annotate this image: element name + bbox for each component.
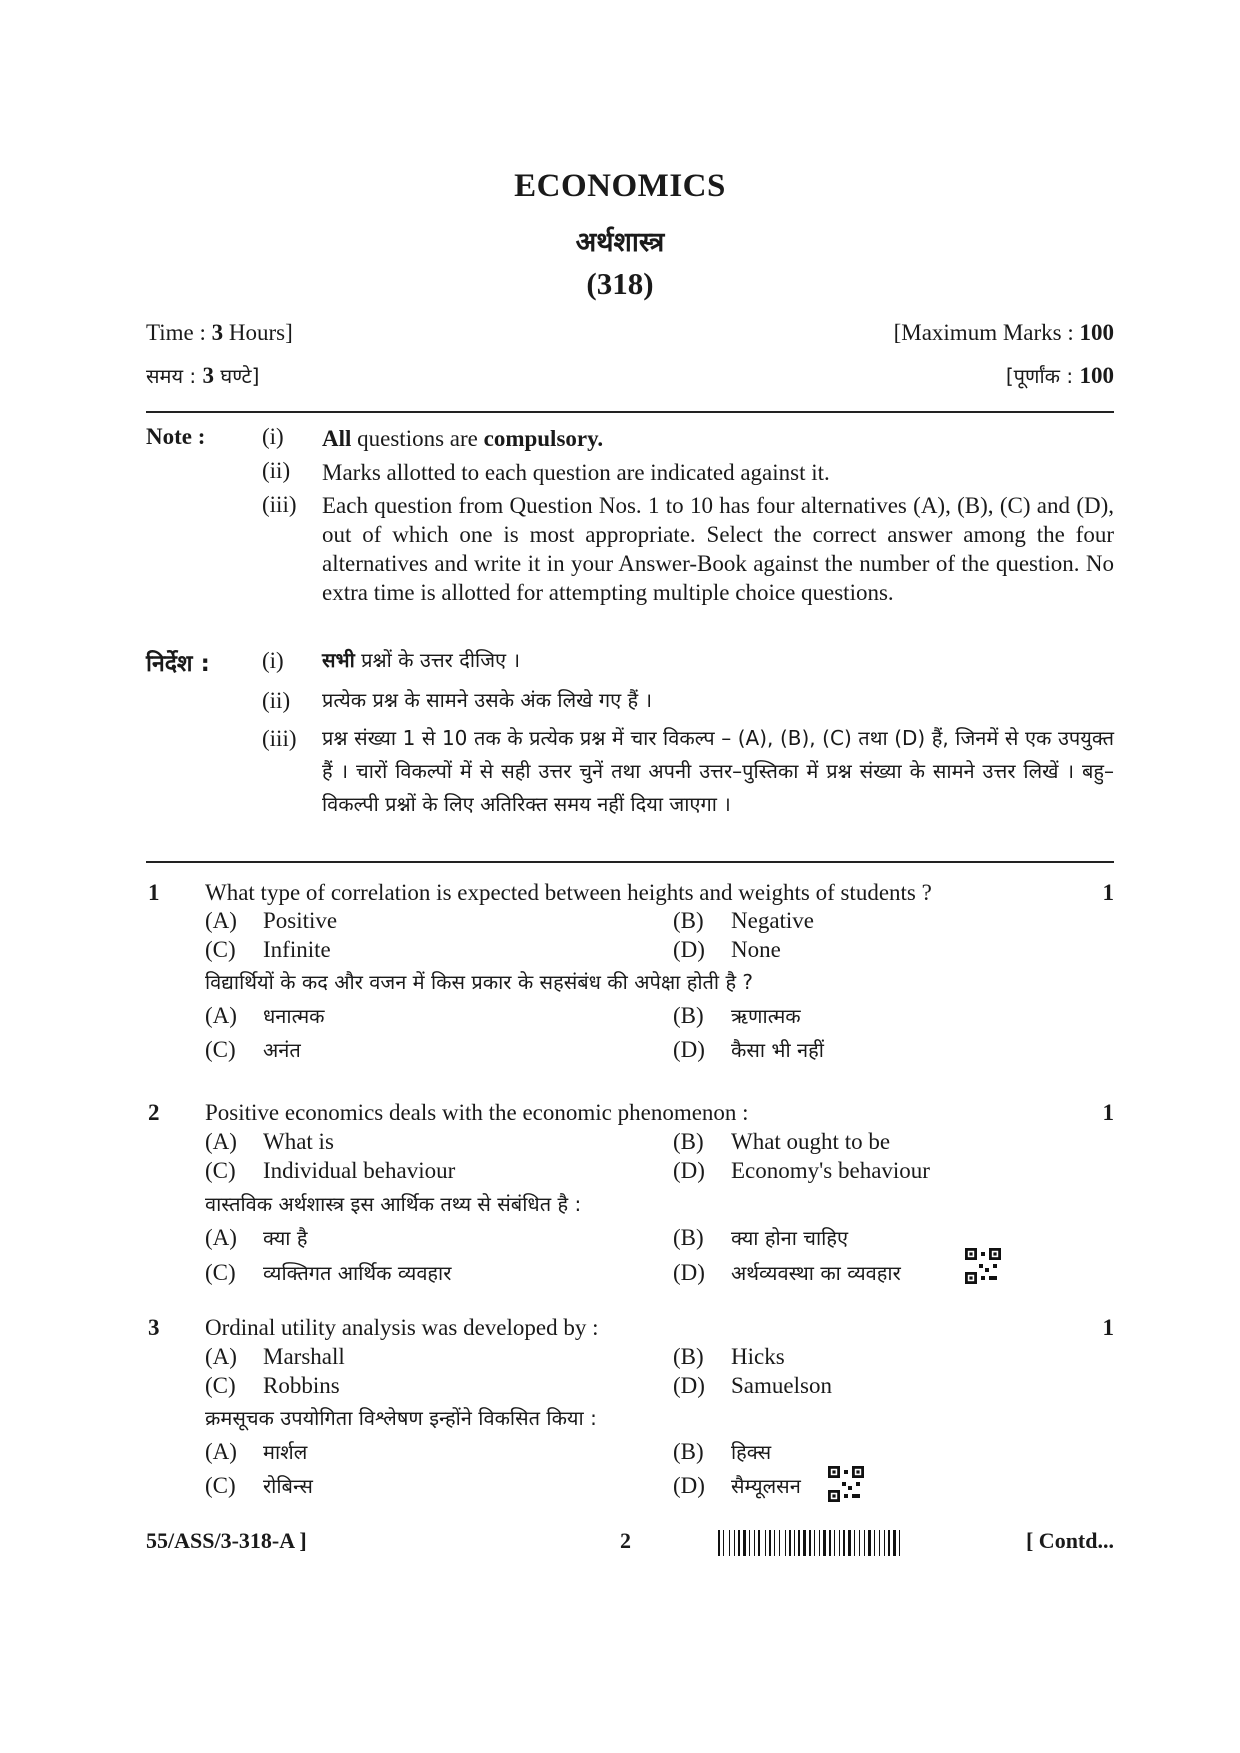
note-text: questions are — [351, 426, 484, 451]
option-text: Individual behaviour — [263, 1158, 456, 1183]
option-text: Marshall — [263, 1344, 345, 1369]
question-text-en: Positive economics deals with the economic phenomenon : — [205, 1100, 749, 1125]
option-text: Positive — [263, 908, 338, 933]
option-en — [205, 937, 331, 963]
option-hi — [205, 1472, 313, 1499]
footer-paper-code: 55/ASS/3-318-A ] — [146, 1528, 307, 1553]
barcode-bar — [741, 1530, 742, 1556]
option-letter: (C) — [205, 1373, 236, 1398]
option-text: धनात्मक — [263, 1004, 325, 1028]
barcode-bar — [729, 1530, 730, 1556]
option-text: Robbins — [263, 1373, 340, 1398]
time-hi-unit: घण्टे] — [214, 364, 260, 388]
option-letter: (C) — [205, 1260, 236, 1285]
barcode-bar — [897, 1530, 898, 1556]
question-number: 1 — [148, 880, 160, 905]
barcode-bar — [846, 1530, 847, 1556]
option-hi — [205, 1036, 301, 1063]
option-hi — [673, 1002, 801, 1029]
barcode-bar — [801, 1530, 802, 1556]
continued-label: [ Contd... — [1025, 1528, 1114, 1553]
option-letter: (C) — [205, 1473, 236, 1498]
barcode-bar — [856, 1530, 858, 1556]
note-num: (ii) — [262, 688, 291, 713]
option-letter: (D) — [673, 937, 705, 962]
option-text: रोबिन्स — [263, 1474, 313, 1498]
option-en — [673, 1129, 890, 1155]
note-num: (i) — [262, 648, 284, 673]
option-text: Infinite — [263, 937, 331, 962]
option-en — [205, 1373, 340, 1399]
barcode-bar — [836, 1530, 838, 1556]
option-letter: (A) — [205, 1225, 237, 1250]
barcode-bar — [776, 1530, 778, 1556]
note-hindi-item-3: प्रश्न संख्या 1 से 10 तक के प्रत्येक प्रश्न में चार विकल्प – (A), (B), (C) तथा (D) हैं, जिनमें से एक उपयुक्त हैं । चारों विकल्पों में से सही उत्तर चुनें तथा अपनी उत्तर–पुस्तिका में प्रश्न संख्या के सामने उत्तर लिखें । बहु–विकल्पी प्रश्नों के लिए अतिरिक्त समय नहीं दिया जाएगा । — [322, 726, 1114, 816]
option-letter: (D) — [673, 1158, 705, 1183]
barcode-bar — [839, 1530, 840, 1556]
option-hi — [205, 1438, 307, 1465]
barcode-bar — [821, 1530, 822, 1556]
max-marks-hi-label: [पूर्णांक : — [1005, 364, 1080, 388]
option-text: Negative — [731, 908, 815, 933]
barcode-bar — [841, 1530, 842, 1556]
option-hi — [673, 1438, 771, 1465]
option-letter: (A) — [205, 1439, 237, 1464]
time-en-label: Time : — [146, 320, 212, 345]
barcode-bar — [848, 1530, 851, 1556]
barcode-bar — [798, 1530, 800, 1556]
barcode-bar — [734, 1530, 735, 1556]
question-text-en: Ordinal utility analysis was developed by : — [205, 1315, 599, 1340]
barcode-bar — [812, 1530, 813, 1556]
option-text: ऋणात्मक — [731, 1004, 801, 1028]
barcode-bar — [899, 1530, 900, 1556]
barcode-bar — [886, 1530, 887, 1556]
paper-title-hindi: अर्थशास्त्र — [575, 227, 665, 258]
barcode-bar — [823, 1530, 826, 1556]
barcode-bar — [893, 1530, 896, 1556]
paper-title: ECONOMICS — [514, 168, 726, 204]
max-marks-hi-value: 100 — [1079, 363, 1114, 388]
option-en — [673, 1158, 930, 1184]
option-letter: (B) — [673, 1439, 704, 1464]
qr-code-icon — [965, 1248, 1001, 1284]
note-num: (iii) — [262, 492, 297, 517]
option-text: हिक्स — [731, 1440, 772, 1464]
option-letter: (A) — [205, 1129, 237, 1154]
barcode-bar — [794, 1530, 795, 1556]
barcode-bar — [901, 1530, 903, 1556]
option-text: क्या होना चाहिए — [731, 1226, 849, 1250]
option-text: व्यक्तिगत आर्थिक व्यवहार — [263, 1261, 452, 1285]
option-letter: (D) — [673, 1373, 705, 1398]
barcode-bar — [803, 1530, 806, 1556]
barcode-bar — [807, 1530, 808, 1556]
barcode-bar — [879, 1530, 880, 1556]
question-marks: 1 — [1102, 1315, 1114, 1340]
question-number: 2 — [148, 1100, 160, 1125]
barcode-bar — [731, 1530, 733, 1556]
barcode-bar — [756, 1530, 757, 1556]
note-hindi-item-2: प्रत्येक प्रश्न के सामने उसके अंक लिखे गए हैं । — [322, 688, 653, 712]
option-text: Hicks — [731, 1344, 785, 1369]
barcode-bar — [754, 1530, 755, 1556]
note-num: (iii) — [262, 726, 297, 751]
note-item-1 — [322, 424, 603, 453]
option-text: None — [731, 937, 781, 962]
barcode-bar — [785, 1530, 786, 1556]
max-marks-en-value: 100 — [1079, 320, 1114, 345]
option-text: क्या है — [263, 1226, 308, 1250]
barcode-bar — [888, 1530, 890, 1556]
note-bold-all: All — [322, 426, 352, 451]
option-hi — [673, 1259, 901, 1286]
max-marks-hi — [1006, 362, 1114, 389]
option-text: What is — [263, 1129, 334, 1154]
barcode-bar — [751, 1530, 753, 1556]
option-letter: (A) — [205, 1344, 237, 1369]
option-hi — [673, 1472, 801, 1499]
option-text: कैसा भी नहीं — [731, 1038, 824, 1062]
time-hi — [146, 362, 259, 389]
option-en — [205, 1158, 455, 1184]
barcode-bar — [761, 1530, 764, 1556]
divider-top — [146, 411, 1114, 413]
barcode-bar — [891, 1530, 892, 1556]
max-marks-en — [894, 320, 1114, 346]
question-text-en: What type of correlation is expected between heights and weights of students ? — [205, 880, 932, 905]
time-en — [146, 320, 293, 346]
option-letter: (B) — [673, 908, 704, 933]
barcode-bar — [868, 1530, 871, 1556]
barcode-bar — [743, 1530, 746, 1556]
time-en-unit: Hours] — [223, 320, 293, 345]
divider-notes — [146, 861, 1114, 863]
option-hi — [205, 1224, 307, 1251]
barcode-bar — [718, 1530, 720, 1556]
barcode-bar — [832, 1530, 833, 1556]
barcode-bar — [721, 1530, 722, 1556]
option-hi — [205, 1259, 451, 1286]
option-en — [673, 937, 781, 963]
barcode-bar — [814, 1530, 815, 1556]
barcode-bar — [854, 1530, 855, 1556]
barcode-bar — [787, 1530, 788, 1556]
barcode-bar — [852, 1530, 853, 1556]
option-en — [673, 1373, 832, 1399]
barcode-bar — [792, 1530, 793, 1556]
option-text: अनंत — [263, 1038, 301, 1062]
option-letter: (C) — [205, 1037, 236, 1062]
note-hindi-bold: सभी — [322, 648, 355, 672]
page-number: 2 — [620, 1528, 631, 1553]
question-text-hi: विद्यार्थियों के कद और वजन में किस प्रकार के सहसंबंध की अपेक्षा होती है ? — [205, 970, 754, 994]
barcode-bar — [769, 1530, 771, 1556]
option-text: What ought to be — [731, 1129, 891, 1154]
option-letter: (C) — [205, 937, 236, 962]
barcode-bar — [876, 1530, 878, 1556]
barcode-bar — [796, 1530, 797, 1556]
barcode-bar — [861, 1530, 863, 1556]
qr-code-icon — [828, 1466, 864, 1502]
barcode-bar — [834, 1530, 835, 1556]
note-num: (i) — [262, 424, 284, 449]
barcode-bar — [779, 1530, 780, 1556]
barcode-bar — [738, 1530, 740, 1556]
option-text: अर्थव्यवस्था का व्यवहार — [731, 1261, 901, 1285]
barcode-bar — [767, 1530, 768, 1556]
barcode-bar — [859, 1530, 860, 1556]
option-hi — [673, 1224, 848, 1251]
barcode-bar — [723, 1530, 724, 1556]
barcode-bar — [866, 1530, 867, 1556]
note-hindi-item-1 — [322, 644, 520, 677]
option-letter: (B) — [673, 1225, 704, 1250]
barcode-bar — [765, 1530, 766, 1556]
option-letter: (D) — [673, 1473, 705, 1498]
option-text: Economy's behaviour — [731, 1158, 930, 1183]
note-hindi-text: प्रश्नों के उत्तर दीजिए । — [354, 648, 521, 672]
note-label-hindi: निर्देश : — [146, 651, 210, 677]
option-hi — [673, 1036, 824, 1063]
barcode-bar — [864, 1530, 865, 1556]
option-text: Samuelson — [731, 1373, 832, 1398]
barcode-bar — [774, 1530, 775, 1556]
option-en — [673, 1344, 785, 1370]
barcode-bar — [843, 1530, 845, 1556]
note-label: Note : — [146, 424, 206, 449]
barcode-bar — [827, 1530, 828, 1556]
option-en — [205, 1129, 334, 1155]
note-num: (ii) — [262, 458, 291, 483]
barcode-bar — [809, 1530, 811, 1556]
question-number: 3 — [148, 1315, 160, 1340]
time-hi-label: समय : — [146, 364, 203, 388]
barcode-bar — [725, 1530, 728, 1556]
time-en-value: 3 — [211, 320, 224, 345]
option-letter: (C) — [205, 1158, 236, 1183]
option-letter: (A) — [205, 908, 237, 933]
question-marks: 1 — [1102, 880, 1114, 905]
barcode-icon — [718, 1530, 904, 1556]
option-en — [205, 1344, 345, 1370]
option-letter: (D) — [673, 1037, 705, 1062]
option-letter: (B) — [673, 1344, 704, 1369]
option-letter: (D) — [673, 1260, 705, 1285]
barcode-bar — [872, 1530, 873, 1556]
option-text: सैम्यूलसन — [731, 1474, 801, 1498]
question-text-hi: क्रमसूचक उपयोगिता विश्लेषण इन्होंने विकसित किया : — [205, 1406, 597, 1430]
barcode-bar — [881, 1530, 883, 1556]
barcode-bar — [874, 1530, 875, 1556]
barcode-bar — [747, 1530, 748, 1556]
question-marks: 1 — [1102, 1100, 1114, 1125]
barcode-bar — [781, 1530, 784, 1556]
barcode-bar — [772, 1530, 773, 1556]
option-letter: (B) — [673, 1129, 704, 1154]
note-bold-compulsory: compulsory. — [483, 426, 604, 451]
barcode-bar — [816, 1530, 818, 1556]
option-hi — [205, 1002, 325, 1029]
option-en — [205, 908, 337, 934]
barcode-bar — [789, 1530, 791, 1556]
max-marks-en-label: [Maximum Marks : — [893, 320, 1080, 345]
barcode-bar — [819, 1530, 820, 1556]
barcode-bar — [749, 1530, 750, 1556]
barcode-bar — [829, 1530, 831, 1556]
barcode-bar — [884, 1530, 885, 1556]
note-item-3: Each question from Question Nos. 1 to 10 has four alternatives (A), (B), (C) and (D), out of which one is most appropriate. Select the correct answer among the four alternatives and write it in your Answer-Book against the number of the question. No extra time is allotted for attempting multiple choice questions. — [322, 493, 1114, 605]
note-item-2: Marks allotted to each question are indicated against it. — [322, 460, 830, 485]
paper-code: (318) — [586, 266, 654, 301]
barcode-bar — [758, 1530, 760, 1556]
time-hi-value: 3 — [202, 363, 215, 388]
option-text: मार्शल — [263, 1440, 308, 1464]
option-letter: (B) — [673, 1003, 704, 1028]
option-letter: (A) — [205, 1003, 237, 1028]
barcode-bar — [736, 1530, 737, 1556]
option-en — [673, 908, 814, 934]
question-text-hi: वास्तविक अर्थशास्त्र इस आर्थिक तथ्य से संबंधित है : — [205, 1192, 582, 1216]
